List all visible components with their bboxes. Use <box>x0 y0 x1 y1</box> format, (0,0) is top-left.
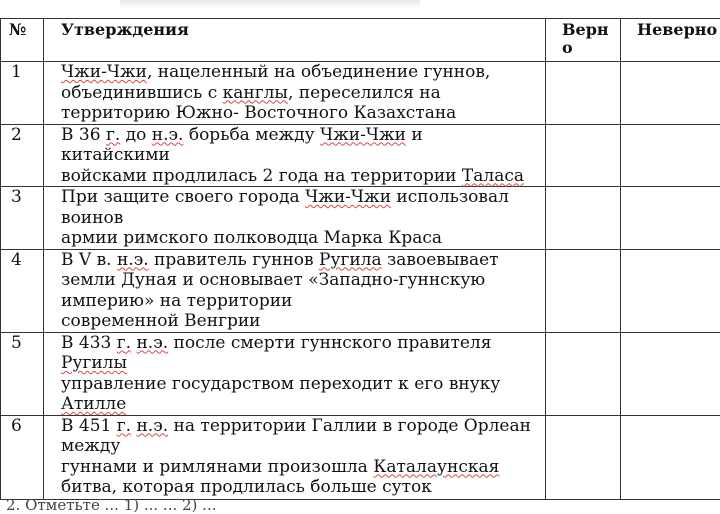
statement-text: использовал <box>391 187 509 207</box>
spellcheck-word: Атилле <box>61 394 126 414</box>
spellcheck-word: Ругилы <box>61 353 127 373</box>
statement-line <box>61 477 537 498</box>
true-answer-cell[interactable] <box>546 332 621 415</box>
statement-text: В V в. <box>61 250 117 270</box>
statement-text: и <box>406 125 423 145</box>
statement-line <box>61 166 537 187</box>
spellcheck-word: г. <box>117 333 131 353</box>
statement-line <box>61 62 537 83</box>
statement-line <box>61 374 537 395</box>
statement-text: земли Дуная и основывает «Западно-гуннскую <box>61 270 485 290</box>
statement-text: армии римского полководца Марка Краса <box>61 228 442 248</box>
false-answer-cell[interactable] <box>621 187 720 250</box>
statement-text: , переселился на <box>288 83 441 103</box>
statement-line <box>61 457 537 478</box>
statement-text: территорию Южно- Восточного Казахстана <box>61 103 456 123</box>
statement-text: империю» на территории <box>61 291 292 311</box>
statement-cell <box>44 187 546 250</box>
table-body <box>1 62 720 500</box>
statement-text: между <box>61 436 120 456</box>
true-answer-cell[interactable] <box>546 415 621 499</box>
statement-text: В 36 <box>61 125 106 145</box>
header-number: № <box>1 19 44 62</box>
spellcheck-word: канглы <box>223 83 288 103</box>
spellcheck-word: Чжи-Чжи <box>305 187 391 207</box>
statement-line <box>61 187 537 208</box>
header-false: Неверно <box>621 19 720 62</box>
statement-line <box>61 333 537 354</box>
table-row <box>1 249 720 332</box>
spellcheck-word: Чжи-Чжи <box>61 62 147 82</box>
true-answer-cell[interactable] <box>546 124 621 187</box>
statements-table <box>0 18 720 500</box>
statement-line <box>61 291 537 312</box>
table-row <box>1 187 720 250</box>
statement-text: В 451 <box>61 416 117 436</box>
spellcheck-word: Чжи-Чжи <box>320 125 406 145</box>
scan-smudge <box>120 0 420 8</box>
spellcheck-word: г. <box>117 416 131 436</box>
false-answer-cell[interactable] <box>621 62 720 125</box>
spellcheck-word: г. <box>106 125 120 145</box>
table-row <box>1 332 720 415</box>
spellcheck-word: н.э. <box>152 125 184 145</box>
statement-text: после смерти гуннского правителя <box>168 333 491 353</box>
true-answer-cell[interactable] <box>546 62 621 125</box>
row-number: 5 <box>1 332 44 415</box>
statement-line <box>61 311 537 332</box>
table-row <box>1 415 720 499</box>
table-row <box>1 62 720 125</box>
statement-text: объединившись с <box>61 83 223 103</box>
header-statements: Утверждения <box>44 19 546 62</box>
statement-text: современной Венгрии <box>61 311 261 331</box>
true-answer-cell[interactable] <box>546 187 621 250</box>
statement-line <box>61 416 537 437</box>
statement-line <box>61 83 537 104</box>
footer-partial-text <box>6 496 216 514</box>
statement-text: до <box>120 125 152 145</box>
statement-text: , нацеленный на объединение гуннов, <box>147 62 490 82</box>
statement-line <box>61 125 537 146</box>
statement-cell <box>44 124 546 187</box>
row-number: 2 <box>1 124 44 187</box>
statement-text: При защите своего города <box>61 187 305 207</box>
statement-line <box>61 228 537 249</box>
statement-text: завоевывает <box>382 250 499 270</box>
spellcheck-word: н.э. <box>136 416 168 436</box>
statement-line <box>61 270 537 291</box>
row-number: 6 <box>1 415 44 499</box>
spellcheck-word: н.э. <box>136 333 168 353</box>
header-true: Верно <box>546 19 621 62</box>
statement-cell <box>44 415 546 499</box>
false-answer-cell[interactable] <box>621 415 720 499</box>
true-answer-cell[interactable] <box>546 249 621 332</box>
false-answer-cell[interactable] <box>621 249 720 332</box>
statement-cell <box>44 332 546 415</box>
spellcheck-word: Ругила <box>319 250 382 270</box>
statement-line <box>61 394 537 415</box>
row-number: 1 <box>1 62 44 125</box>
statement-text: воинов <box>61 208 123 228</box>
statement-line <box>61 145 537 166</box>
statement-line <box>61 250 537 271</box>
statement-text: борьба между <box>183 125 320 145</box>
spellcheck-word: н.э. <box>117 250 149 270</box>
statement-line <box>61 208 537 229</box>
false-answer-cell[interactable] <box>621 332 720 415</box>
statement-cell <box>44 62 546 125</box>
statement-line <box>61 103 537 124</box>
false-answer-cell[interactable] <box>621 124 720 187</box>
statement-text: на территории Галлии в городе Орлеан <box>168 416 531 436</box>
spellcheck-word: Таласа <box>462 166 524 186</box>
statement-text: китайскими <box>61 145 170 165</box>
table-row <box>1 124 720 187</box>
row-number: 3 <box>1 187 44 250</box>
statement-cell <box>44 249 546 332</box>
statement-line <box>61 436 537 457</box>
footer-partial-label: 2. Отметьте ... 1) ... ... 2) ... <box>6 496 216 514</box>
row-number: 4 <box>1 249 44 332</box>
statement-text: В 433 <box>61 333 117 353</box>
statement-text: управление государством переходит к его внуку <box>61 374 500 394</box>
statement-text: войсками продлилась 2 года на территории <box>61 166 462 186</box>
statement-text: гуннами и римлянами произошла <box>61 457 373 477</box>
spellcheck-word: Каталаунская <box>373 457 499 477</box>
table-header-row <box>1 19 720 62</box>
statement-text: правитель гуннов <box>149 250 319 270</box>
statement-text: битва, которая продлилась больше суток <box>61 477 432 497</box>
statement-line <box>61 353 537 374</box>
